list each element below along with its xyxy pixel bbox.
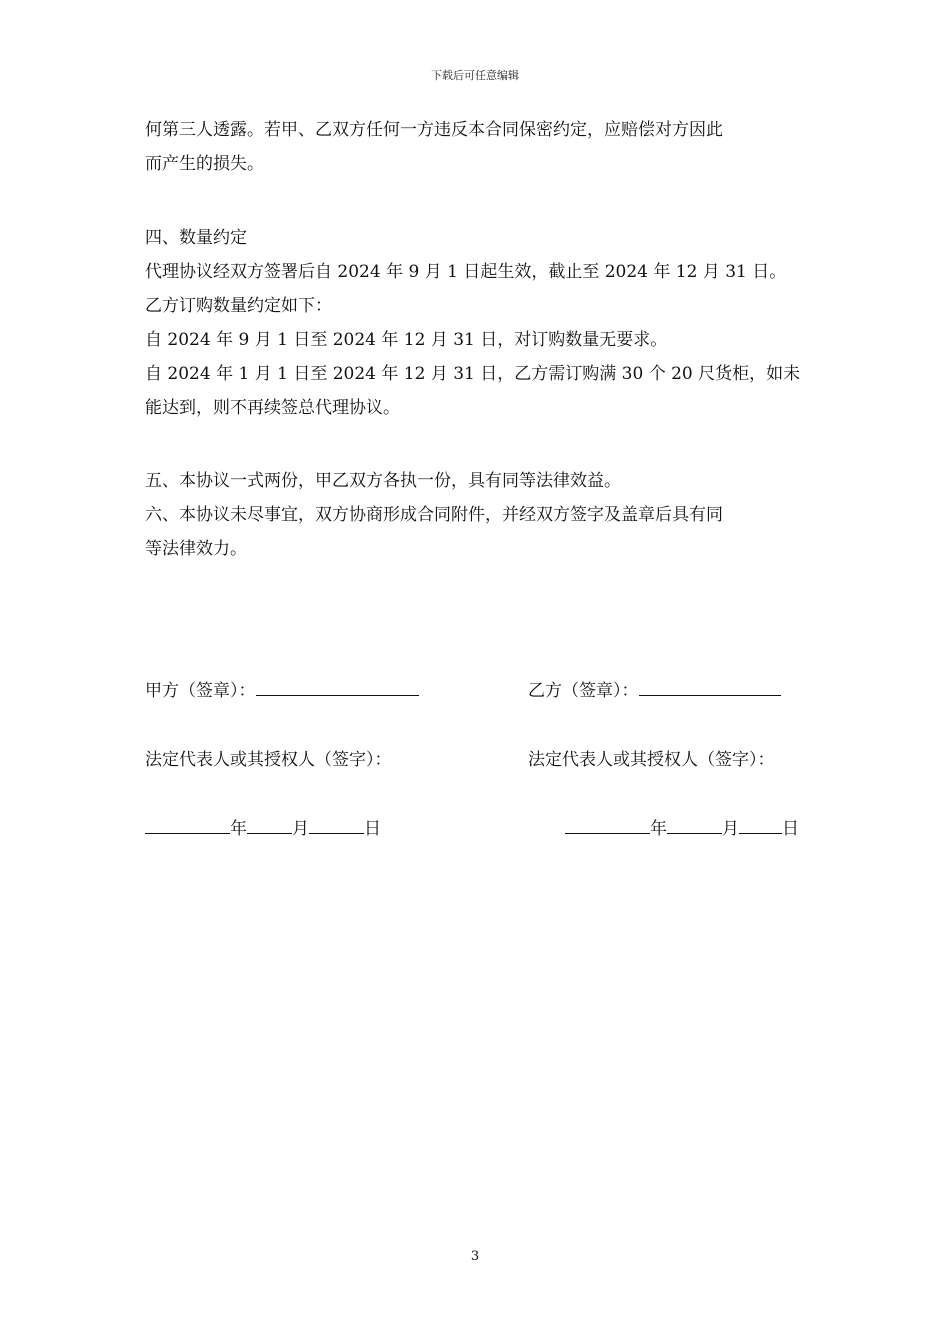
confidentiality-paragraph bbox=[145, 113, 810, 181]
month-line bbox=[667, 815, 722, 834]
section-copies-and-supplement bbox=[145, 464, 810, 566]
section-title: 四、数量约定 bbox=[145, 228, 247, 248]
page-number: 3 bbox=[470, 1249, 480, 1264]
party-a-seal-line bbox=[256, 677, 419, 696]
party-b-seal-line bbox=[639, 677, 781, 696]
day-line bbox=[309, 815, 364, 834]
party-b-seal bbox=[528, 676, 781, 706]
month-label: 月 bbox=[292, 819, 309, 839]
year-label: 年 bbox=[650, 819, 667, 839]
section-five: 五、本协议一式两份，甲乙双方各执一份，具有同等法律效益。 bbox=[145, 471, 621, 491]
party-a-representative: 法定代表人或其授权人（签字）： bbox=[145, 750, 392, 770]
year-line bbox=[565, 815, 650, 834]
text-line: 自 2024 年 9 月 1 日至 2024 年 12 月 31 日，对订购数量无要求。 bbox=[145, 330, 668, 350]
party-b-representative: 法定代表人或其授权人（签字）： bbox=[528, 750, 775, 770]
party-a-seal bbox=[145, 676, 419, 706]
party-a-date bbox=[145, 814, 381, 844]
seal-row bbox=[145, 676, 810, 706]
year-label: 年 bbox=[230, 819, 247, 839]
text-line: 代理协议经双方签署后自 2024 年 9 月 1 日起生效，截止至 2024 年 12 月 31 日。 bbox=[145, 262, 787, 282]
text-line: 六、本协议未尽事宜，双方协商形成合同附件，并经双方签字及盖章后具有同 bbox=[145, 505, 723, 525]
text-line: 自 2024 年 1 月 1 日至 2024 年 12 月 31 日，乙方需订购满 30 个 20 尺货柜，如未 bbox=[145, 364, 801, 384]
text-line: 等法律效力。 bbox=[145, 539, 247, 559]
year-line bbox=[145, 815, 230, 834]
text-line: 乙方订购数量约定如下： bbox=[145, 296, 332, 316]
section-quantity bbox=[145, 221, 810, 425]
party-b-label: 乙方（签章）： bbox=[528, 681, 639, 701]
representative-row bbox=[145, 745, 810, 775]
month-label: 月 bbox=[722, 819, 739, 839]
month-line bbox=[247, 815, 292, 834]
text-line: 而产生的损失。 bbox=[145, 154, 264, 174]
page-header: 下载后可任意编辑 bbox=[431, 69, 519, 82]
text-line: 何第三人透露。若甲、乙双方任何一方违反本合同保密约定，应赔偿对方因此 bbox=[145, 120, 723, 140]
day-line bbox=[739, 815, 782, 834]
party-a-label: 甲方（签章）： bbox=[145, 681, 256, 701]
party-b-date bbox=[565, 814, 799, 844]
text-line: 能达到，则不再续签总代理协议。 bbox=[145, 398, 400, 418]
day-label: 日 bbox=[782, 819, 799, 839]
day-label: 日 bbox=[364, 819, 381, 839]
date-row bbox=[145, 814, 810, 844]
